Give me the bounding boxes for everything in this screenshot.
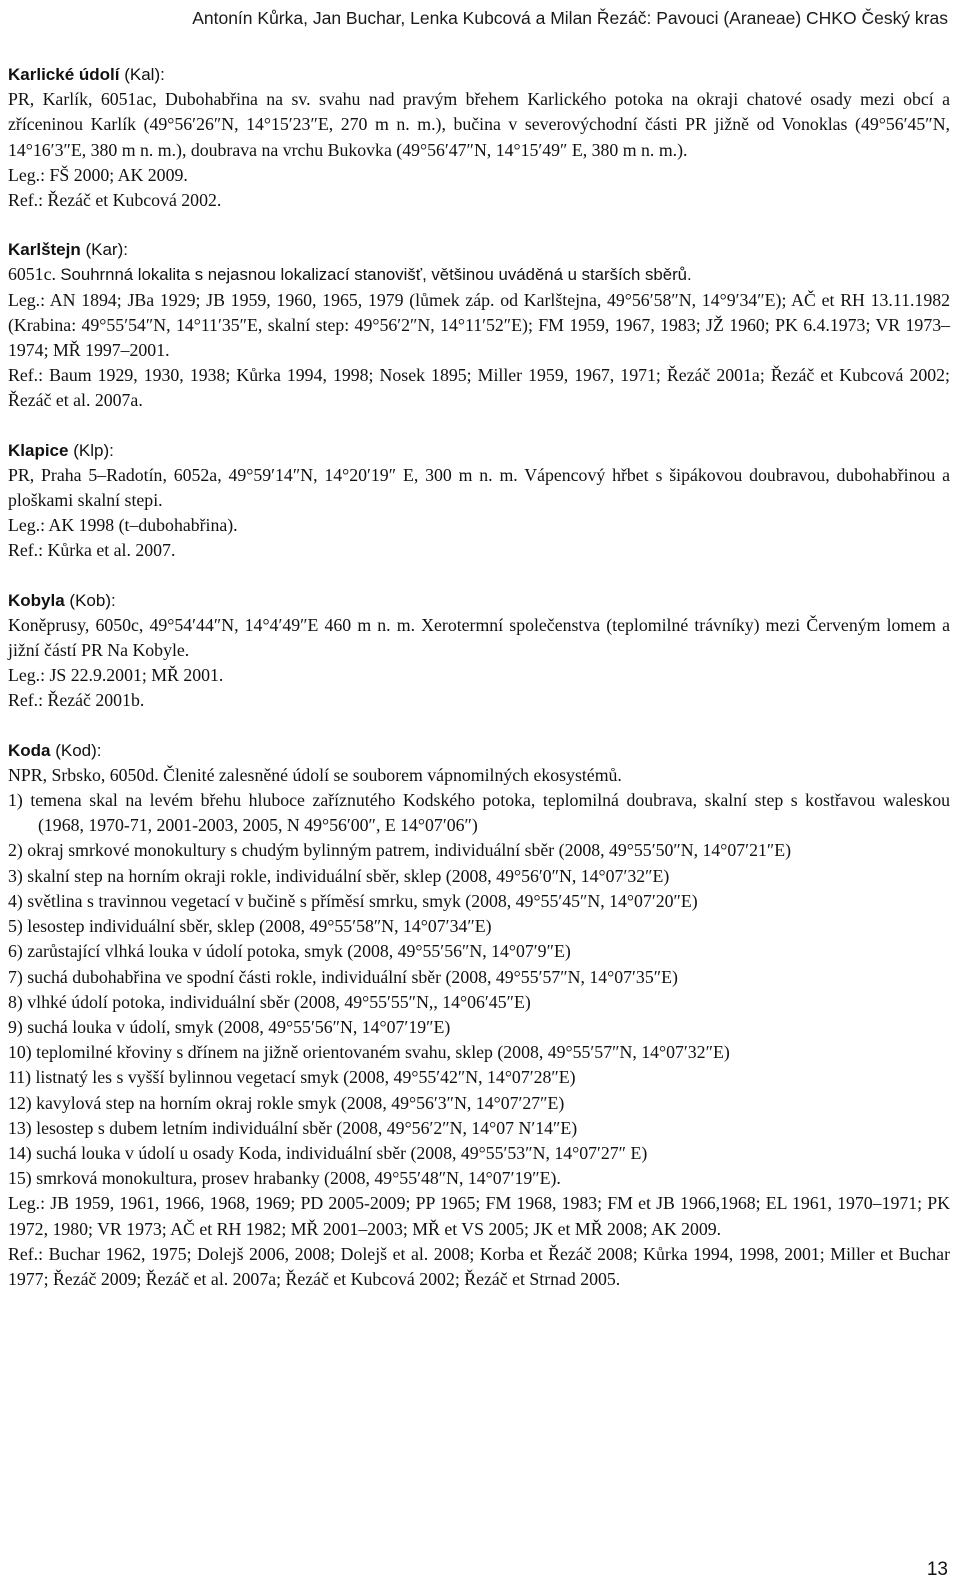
site-item: 11) listnatý les s vyšší bylinnou vegetací smyk (2008, 49°55′42″N, 14°07′28″E) <box>8 1067 576 1088</box>
entry-kobyla <box>8 588 950 714</box>
entry-title <box>8 237 950 262</box>
entry-klapice <box>8 438 950 564</box>
site-item: 14) suchá louka v údolí u osady Koda, individuální sběr (2008, 49°55′53″N, 14°07′27″ E) <box>8 1142 648 1163</box>
entry-description-text: Souhrnná lokalita s nejasnou lokalizací stanovišť, většinou uváděná u starších sběrů. <box>60 265 692 285</box>
page-number: 13 <box>926 1559 948 1580</box>
entry-name: Karlštejn <box>8 240 81 260</box>
entry-description: Koněprusy, 6050c, 49°54′44″N, 14°4′49″E 460 m n. m. Xerotermní společenstva (teplomilné trávníky) mezi Červeným lomem a jižní částí PR Na Kobyle. <box>8 614 950 661</box>
entry-ref: Ref.: Baum 1929, 1930, 1938; Kůrka 1994, 1998; Nosek 1895; Miller 1959, 1967, 1971; Řezáč 2001a; Řezáč et Kubcová 2002; Řezáč et al. 2007a. <box>8 365 950 411</box>
entry-karlstejn <box>8 237 950 413</box>
entry-title <box>8 588 950 613</box>
site-item: 2) okraj smrkové monokultury s chudým bylinným patrem, individuální sběr (2008, 49°55′50″N, 14°07′21″E) <box>8 840 792 861</box>
entry-code: (Kar): <box>80 240 128 260</box>
entry-leg: Leg.: AK 1998 (t–dubohabřina). <box>8 515 238 536</box>
entry-name: Karlické údolí <box>8 65 120 84</box>
entry-code: (Kod): <box>50 740 102 760</box>
entry-leg: Leg.: AN 1894; JBa 1929; JB 1959, 1960, 1965, 1979 (lůmek záp. od Karlštejna, 49°56′58″N, 14°9′34″E); AČ et RH 13.11.1982 (Krabina: 49°55′54″N, 14°11′35″E, skalní step: 49°56′2″N, 14°11′52″E); FM 1959, 1967, 1983; JŽ 1960; PK 6.4.1973; VR 1973–1974; MŘ 1997–2001. <box>8 289 950 361</box>
entry-description: PR, Praha 5–Radotín, 6052a, 49°59′14″N, 14°20′19″ E, 300 m n. m. Vápencový hřbet s šipákovou doubravou, dubohabřinou a ploškami skalní stepi. <box>8 464 950 511</box>
entry-leg: Leg.: JS 22.9.2001; MŘ 2001. <box>8 665 224 686</box>
site-item: 15) smrková monokultura, prosev hrabanky (2008, 49°55′48″N, 14°07′19″E). <box>8 1168 561 1189</box>
entry-karlicke-udoli <box>8 62 950 213</box>
entry-name: Klapice <box>8 440 69 460</box>
site-item: 12) kavylová step na horním okraj rokle smyk (2008, 49°56′3″N, 14°07′27″E) <box>8 1092 565 1113</box>
site-item: 13) lesostep s dubem letním individuální sběr (2008, 49°56′2″N, 14°07 N′14″E) <box>8 1117 578 1138</box>
entry-ref: Ref.: Řezáč et Kubcová 2002. <box>8 190 222 211</box>
entry-description: PR, Karlík, 6051ac, Dubohabřina na sv. svahu nad pravým břehem Karlického potoka na okraji chatové osady mezi obcí a zříceninou Karlík (49°56′26″N, 14°15′23″E, 270 m n. m.), bučina v severovýchodní části PR jižně od Vonoklas (49°56′45″N, 14°16′3″E, 380 m n. m.), doubrava na vrchu Bukovka (49°56′47″N, 14°15′49″ E, 380 m n. m.). <box>8 89 950 160</box>
entry-ref: Ref.: Řezáč 2001b. <box>8 690 145 711</box>
running-header: Antonín Kůrka, Jan Buchar, Lenka Kubcová a Milan Řezáč: Pavouci (Araneae) CHKO Český kras <box>192 8 948 28</box>
site-item: 6) zarůstající vlhká louka v údolí potoka, smyk (2008, 49°55′56″N, 14°07′9″E) <box>8 941 571 962</box>
entry-title <box>8 738 950 763</box>
entry-description: NPR, Srbsko, 6050d. Členité zalesněné údolí se souborem vápnomilných ekosystémů. <box>8 764 622 785</box>
entry-map-code: 6051c. <box>8 264 61 285</box>
site-item: 10) teplomilné křoviny s dřínem na jižně orientovaném svahu, sklep (2008, 49°55′57″N, 14°07′32″E) <box>8 1042 730 1063</box>
site-item: 3) skalní step na horním okraji rokle, individuální sběr, sklep (2008, 49°56′0″N, 14°07′32″E) <box>8 865 670 886</box>
site-item: 5) lesostep individuální sběr, sklep (2008, 49°55′58″N, 14°07′34″E) <box>8 916 492 937</box>
entry-code: (Kob): <box>64 590 116 610</box>
document-body <box>8 62 950 1316</box>
entry-name: Koda <box>8 740 51 760</box>
entry-koda <box>8 738 950 1292</box>
entry-title <box>8 438 950 463</box>
entry-title <box>8 62 950 87</box>
site-item: 4) světlina s travinnou vegetací v bučině s příměsí smrku, smyk (2008, 49°55′45″N, 14°07′20″E) <box>8 890 698 911</box>
entry-ref: Ref.: Buchar 1962, 1975; Dolejš 2006, 2008; Dolejš et al. 2008; Korba et Řezáč 2008; Kůrka 1994, 1998, 2001; Miller et Buchar 1977; Řezáč 2009; Řezáč et al. 2007a; Řezáč et Kubcová 2002; Řezáč et Strnad 2005. <box>8 1243 950 1289</box>
entry-leg: Leg.: JB 1959, 1961, 1966, 1968, 1969; PD 2005-2009; PP 1965; FM 1968, 1983; FM et JB 1966,1968; EL 1961, 1970–1971; PK 1972, 1980; VR 1973; AČ et RH 1982; MŘ 2001–2003; MŘ et VS 2005; JK et MŘ 2008; AK 2009. <box>8 1193 950 1239</box>
site-item: 7) suchá dubohabřina ve spodní části rokle, individuální sběr (2008, 49°55′57″N, 14°07′35″E) <box>8 966 678 987</box>
entry-code: (Kal): <box>119 65 165 84</box>
site-item: 8) vlhké údolí potoka, individuální sběr (2008, 49°55′55″N,, 14°06′45″E) <box>8 991 531 1012</box>
site-item: 9) suchá louka v údolí, smyk (2008, 49°55′56″N, 14°07′19″E) <box>8 1016 451 1037</box>
entry-ref: Ref.: Kůrka et al. 2007. <box>8 540 176 561</box>
entry-code: (Klp): <box>68 440 114 460</box>
site-item: 1) temena skal na levém břehu hluboce zaříznutého Kodského potoka, teplomilná doubrava, skalní step s kostřavou waleskou (1968, 1970-71, 2001-2003, 2005, N 49°56′00″, E 14°07′06″) <box>8 790 950 836</box>
entry-description <box>8 262 950 287</box>
entry-name: Kobyla <box>8 590 65 610</box>
entry-leg: Leg.: FŠ 2000; AK 2009. <box>8 164 188 185</box>
